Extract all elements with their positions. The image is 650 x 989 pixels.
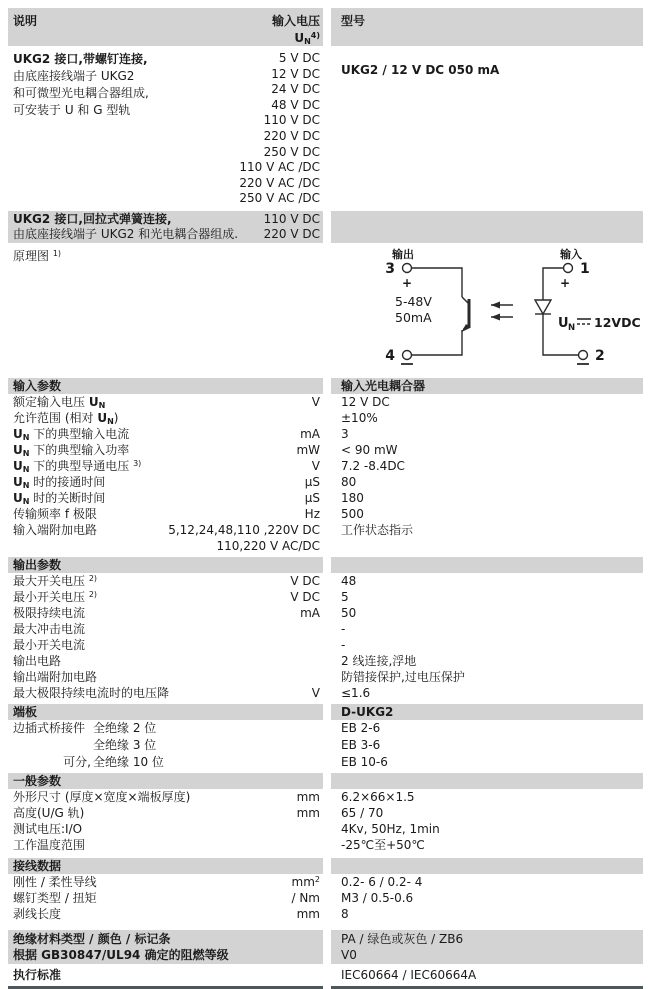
section-title: 端板 [8, 704, 323, 720]
row-value: 防错接保护,过电压保护 [341, 669, 465, 684]
insulation-section [8, 930, 643, 964]
arrowhead [491, 313, 500, 320]
schematic-label: 原理图 $^{1)}$ [13, 248, 62, 263]
row-unit: mm [296, 906, 320, 921]
screw-description [13, 51, 149, 207]
led-icon [535, 300, 551, 314]
row-value: EB 10-6 [341, 754, 388, 769]
row-value: < 90 mW [341, 442, 398, 457]
row-value: 3 [341, 426, 349, 441]
header-input-voltage: 输入电压 [271, 14, 320, 28]
row-value: IEC60664 / IEC60664A [341, 967, 477, 982]
table-row [8, 605, 643, 621]
row-label: $U_N$ 下的典型导通电压 $^{3)}$ [13, 458, 142, 474]
row-value: 8 [341, 906, 349, 921]
table-row [8, 506, 643, 522]
un-symbol-n: N [568, 322, 576, 333]
row-label: 最小开关电流 [13, 637, 86, 652]
table-row [8, 490, 643, 506]
un-symbol-u: U [558, 315, 569, 331]
terminal-3-node [403, 263, 412, 272]
row-value: 工作状态指示 [341, 522, 414, 537]
row-value: 500 [341, 506, 364, 521]
row-value: EB 2-6 [341, 720, 381, 735]
spring-description: UKG2 接口,回拉式弹簧连接, [13, 211, 172, 226]
row-label: 绝缘材料类型 / 颜色 / 标记条 [13, 931, 171, 946]
row-value: 80 [341, 474, 357, 489]
row-sublabel: 全绝缘 2 位 [93, 720, 157, 735]
row-unit: µS [304, 490, 320, 505]
voltage-option: 24 V DC [271, 82, 320, 97]
row-value: EB 3-6 [341, 737, 381, 752]
voltage-option: 5 V DC [278, 51, 320, 65]
row-unit: 5,12,24,48,110 ,220V DC [168, 522, 320, 537]
spring-variant-right-bar [331, 211, 643, 243]
row-label: 最大开关电压 $^{2)}$ [13, 573, 98, 588]
model-cell [331, 49, 643, 207]
row-value: - [341, 621, 346, 636]
row-label: 边插式桥接件 [13, 720, 86, 735]
row-label: 可分, [63, 754, 91, 769]
header-un-symbol: $U_N^{4)}$ [294, 31, 320, 46]
row-label: 执行标准 [13, 967, 62, 982]
row-sublabel: 全绝缘 3 位 [93, 737, 157, 752]
output-section-header [8, 557, 643, 573]
row-value: V0 [341, 947, 357, 962]
row-value: 65 / 70 [341, 805, 384, 820]
row-unit: 110,220 V AC/DC [216, 538, 320, 553]
voltage-option: 220 V AC /DC [239, 175, 320, 190]
row-label: 根据 GB30847/UL94 确定的阻燃等级 [13, 947, 229, 962]
row-label: 刚性 / 柔性导线 [13, 874, 97, 889]
row-label: 允许范围 (相对 $U_N$) [13, 410, 119, 426]
header-model: 型号 [331, 8, 643, 46]
row-value: PA / 绿色或灰色 / ZB6 [341, 931, 464, 946]
table-row [8, 458, 643, 474]
table-row [8, 589, 643, 605]
row-value: 7.2 -8.4DC [341, 458, 405, 473]
spring-variant-left [8, 211, 323, 243]
section-right-title [331, 858, 643, 874]
voltage-option: 110 V DC [263, 113, 320, 128]
row-unit: $mm^2$ [291, 874, 320, 889]
section-title: 输出参数 [8, 557, 323, 573]
voltage-option: 110 V AC /DC [239, 160, 320, 175]
row-unit: mA [300, 426, 320, 441]
row-label [13, 737, 93, 754]
section-title: 一般参数 [8, 773, 323, 789]
table-row [8, 522, 643, 538]
spring-voltage: 220 V DC [263, 226, 320, 241]
wire [412, 330, 463, 355]
spring-variant-section [8, 211, 643, 243]
voltage-option: 12 V DC [271, 66, 320, 81]
table-row [8, 737, 643, 754]
section-right-title [331, 773, 643, 789]
row-value: 4Kv, 50Hz, 1min [341, 821, 440, 836]
table-row [8, 805, 643, 821]
voltage-option: 250 V DC [263, 144, 320, 159]
table-row [8, 837, 643, 853]
plus-mark: + [401, 275, 413, 290]
row-unit: Hz [304, 506, 320, 521]
row-value: 180 [341, 490, 364, 505]
general-section-header [8, 773, 643, 789]
table-row [8, 821, 643, 837]
description-line: UKG2 接口,带螺钉连接, [13, 52, 148, 66]
table-row [8, 621, 643, 637]
terminal-2-node [579, 350, 588, 359]
row-unit: mA [300, 605, 320, 620]
header-description: 说明 [13, 14, 38, 28]
table-row [8, 394, 643, 410]
row-label: 输入端附加电路 [13, 522, 98, 537]
row-unit: / Nm [291, 890, 320, 905]
row-label: 极限持续电流 [13, 605, 86, 620]
table-header [8, 8, 643, 46]
schematic-section [8, 248, 643, 376]
plus-mark: + [559, 275, 571, 290]
row-label: $U_N$ 时的关断时间 [13, 490, 106, 506]
row-label: 传输频率 f 极限 [13, 506, 97, 521]
un-voltage-value: 12VDC [594, 314, 641, 330]
row-value: 50 [341, 605, 357, 620]
screw-variant-section [8, 49, 643, 207]
terminal-4-node [403, 350, 412, 359]
voltage-option: 48 V DC [271, 97, 320, 112]
row-unit: mm [296, 789, 320, 804]
table-row [8, 906, 643, 922]
row-label: 外形尺寸 (厚度×宽度×端板厚度) [13, 789, 191, 804]
row-value: 5 [341, 589, 349, 604]
screw-variant-left [8, 49, 323, 207]
wire [412, 268, 463, 297]
table-row [8, 474, 643, 490]
insulation-values [331, 930, 643, 964]
table-row [8, 653, 643, 669]
table-row [8, 538, 643, 554]
row-unit: mm [296, 805, 320, 820]
circuit-schematic-icon [345, 248, 643, 374]
row-value: 2 线连接,浮地 [341, 653, 417, 668]
voltage-option: 250 V AC /DC [239, 191, 320, 206]
row-label: 最小开关电压 $^{2)}$ [13, 589, 98, 604]
description-line: 由底座接线端子 UKG2 [13, 69, 135, 83]
table-row [8, 890, 643, 906]
row-unit: µS [304, 474, 320, 489]
pin-1-label: 1 [580, 260, 590, 277]
row-value: 12 V DC [341, 394, 390, 409]
row-value: 48 [341, 573, 357, 588]
row-label: $U_N$ 下的典型输入电流 [13, 426, 130, 442]
standard-row [8, 968, 643, 983]
table-row [8, 573, 643, 589]
row-label [13, 538, 217, 554]
description-line: 和可微型光电耦合器组成, [13, 86, 149, 100]
table-row [8, 720, 643, 737]
row-label: 螺钉类型 / 扭矩 [13, 890, 97, 905]
wiring-section-header [8, 858, 643, 874]
section-right-title [331, 557, 643, 573]
row-value: -25℃至+50℃ [341, 837, 425, 852]
pin-2-label: 2 [595, 347, 605, 364]
row-value: M3 / 0.5-0.6 [341, 890, 414, 905]
row-label: 工作温度范围 [13, 837, 86, 852]
pin-4-label: 4 [385, 347, 395, 364]
insulation-labels [8, 930, 323, 964]
row-value: - [341, 637, 346, 652]
table-row [8, 637, 643, 653]
terminal-1-node [564, 263, 573, 272]
section-title: 接线数据 [8, 858, 323, 874]
table-row [8, 410, 643, 426]
model-number: UKG2 / 12 V DC 050 mA [341, 63, 500, 77]
table-row [8, 789, 643, 805]
section-title: 输入参数 [8, 378, 323, 394]
spring-voltage: 110 V DC [263, 211, 320, 226]
endplate-section-header [8, 704, 643, 720]
row-value: ≤1.6 [341, 685, 371, 700]
section-right-title: D-UKG2 [331, 704, 643, 720]
arrowhead [491, 301, 500, 308]
pin-3-label: 3 [385, 260, 395, 277]
row-label: 测试电压:I/O [13, 821, 83, 836]
row-unit: V DC [290, 589, 320, 604]
row-value: 0.2- 6 / 0.2- 4 [341, 874, 423, 889]
voltage-list [239, 51, 320, 207]
row-sublabel: 全绝缘 10 位 [93, 754, 164, 769]
row-unit: V [311, 685, 320, 700]
row-label: 输出电路 [13, 653, 62, 668]
table-row [8, 426, 643, 442]
row-label: 高度(U/G 轨) [13, 805, 85, 820]
table-row [8, 754, 643, 771]
row-label: 剥线长度 [13, 906, 62, 921]
schematic-label-cell [8, 248, 323, 376]
row-value [331, 538, 643, 554]
voltage-range-label: 5-48V [395, 293, 432, 309]
row-label: 最大极限持续电流时的电压降 [13, 685, 170, 700]
row-value: ±10% [341, 410, 378, 425]
table-row [8, 442, 643, 458]
schematic-input-label: 输入 [560, 247, 582, 261]
schematic-output-label: 输出 [392, 247, 414, 261]
schematic-cell [331, 248, 643, 376]
spring-description: 由底座接线端子 UKG2 和光电耦合器组成. [13, 226, 239, 241]
row-label: 输出端附加电路 [13, 669, 98, 684]
section-right-title: 输入光电耦合器 [331, 378, 643, 394]
row-label: $U_N$ 时的接通时间 [13, 474, 106, 490]
row-label: $U_N$ 下的典型输入功率 [13, 442, 130, 458]
description-line: 可安装于 U 和 G 型轨 [13, 103, 131, 117]
row-value: 6.2×66×1.5 [341, 789, 415, 804]
row-unit: V [311, 394, 320, 409]
voltage-option: 220 V DC [263, 128, 320, 143]
input-section-header [8, 378, 643, 394]
table-row [8, 874, 643, 890]
row-unit: mW [296, 442, 320, 457]
row-unit: V DC [290, 573, 320, 588]
row-unit: V [311, 458, 320, 473]
current-label: 50mA [395, 309, 432, 325]
row-label: 最大冲击电流 [13, 621, 86, 636]
table-row [8, 685, 643, 701]
table-row [8, 669, 643, 685]
row-label: 额定输入电压 $U_N$ [13, 394, 106, 410]
header-left [8, 8, 323, 46]
